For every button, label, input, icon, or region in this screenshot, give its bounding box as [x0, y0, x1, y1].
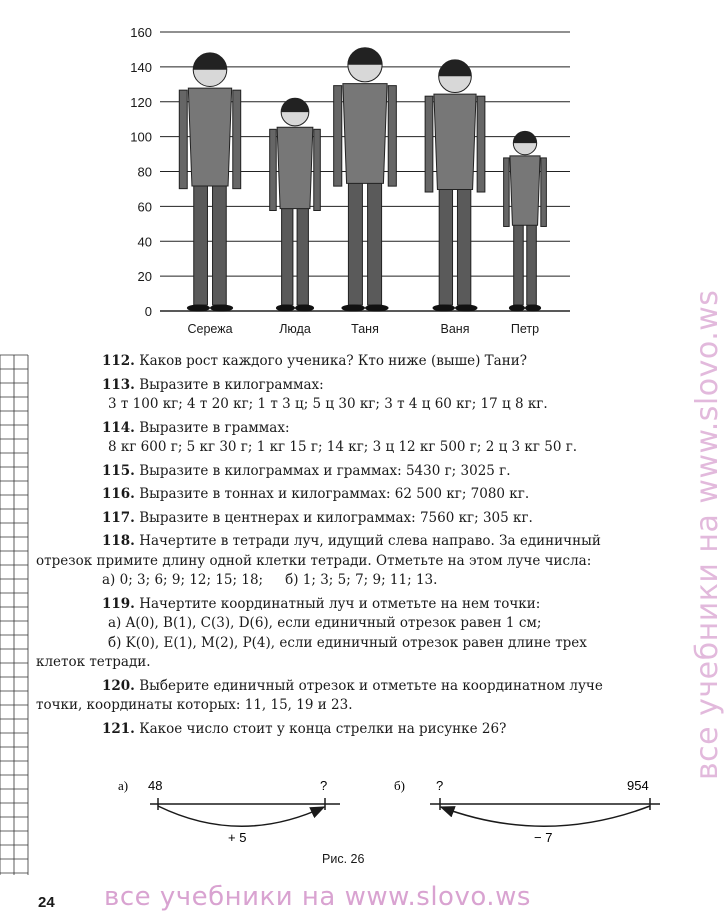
exercise-119	[36, 595, 670, 673]
exercise-number: 116.	[102, 486, 135, 502]
height-chart	[0, 0, 700, 345]
child-name: Сережа	[187, 322, 233, 336]
y-tick-label: 120	[130, 94, 152, 110]
exercise-116	[36, 485, 670, 505]
number-line-b	[394, 778, 660, 845]
exercise-number: 120.	[102, 677, 135, 694]
exercise-text: а) A(0), B(1), C(3), D(6), если единичный отрезок равен 1 см;	[108, 615, 542, 631]
y-tick-label: 140	[130, 59, 152, 75]
exercise-text: Начертите координатный луч и отметьте на нем точки:	[139, 595, 541, 612]
number-line-a-arrow	[158, 806, 324, 826]
child-name: Таня	[351, 322, 379, 336]
exercise-text: б) 1; 3; 5; 7; 9; 11; 13.	[285, 572, 438, 588]
number-line-a-step: + 5	[228, 830, 247, 845]
child-figure	[334, 48, 397, 312]
number-line-b-start: ?	[436, 778, 444, 793]
exercise-number: 117.	[102, 509, 135, 526]
number-line-b-label: б)	[394, 778, 405, 793]
y-tick-label: 40	[137, 234, 152, 250]
child-figure	[504, 131, 547, 311]
exercise-text: отрезок примите длину одной клетки тетради. Отметьте на этом луче числа:	[36, 552, 592, 569]
child-name: Люда	[279, 322, 311, 336]
exercise-text: Выразите в тоннах и килограммах: 62 500 кг; 7080 кг.	[139, 486, 530, 502]
exercise-117	[36, 509, 670, 529]
child-name: Ваня	[440, 322, 470, 336]
y-tick-label: 80	[137, 164, 152, 180]
number-lines-figure	[100, 770, 670, 850]
x-axis-names	[187, 322, 539, 336]
y-tick-label: 60	[137, 199, 152, 215]
margin-grid	[0, 355, 28, 875]
number-line-b-arrow	[441, 806, 650, 826]
exercise-114	[36, 419, 670, 458]
y-tick-label: 20	[137, 269, 152, 285]
exercise-number: 115.	[102, 462, 135, 479]
exercise-number: 119.	[102, 595, 135, 612]
number-line-a-label: а)	[118, 778, 129, 793]
exercise-118	[36, 532, 670, 591]
exercise-number: 113.	[102, 376, 135, 393]
watermark-bottom: все учебники на www.slovo.ws	[104, 882, 531, 912]
children-illustration	[179, 48, 546, 312]
exercise-112	[36, 352, 670, 372]
number-line-a-end: ?	[320, 778, 328, 793]
exercise-text: Выразите в килограммах:	[139, 376, 324, 393]
number-line-b-end: 954	[627, 778, 649, 793]
exercise-text: 8 кг 600 г; 5 кг 30 г; 1 кг 15 г; 14 кг; 3 ц 12 кг 500 г; 2 ц 3 кг 50 г.	[108, 439, 578, 455]
exercise-text: а) 0; 3; 6; 9; 12; 15; 18;	[102, 572, 264, 588]
child-figure	[270, 98, 321, 311]
exercise-113	[36, 376, 670, 415]
figure-caption: Рис. 26	[322, 852, 365, 866]
exercise-text: клеток тетради.	[36, 654, 151, 670]
watermark-side: все учебники на www.slovo.ws	[690, 289, 725, 780]
number-line-b-step: − 7	[534, 830, 553, 845]
exercise-number: 121.	[102, 720, 135, 737]
exercise-number: 114.	[102, 419, 135, 436]
y-tick-label: 160	[130, 25, 152, 40]
number-line-a	[118, 778, 340, 845]
exercise-number: 112.	[102, 353, 135, 369]
y-axis-ticks	[130, 25, 152, 319]
exercise-text: Какое число стоит у конца стрелки на рисунке 26?	[139, 720, 507, 737]
exercise-text: Выразите в килограммах и граммах: 5430 г; 3025 г.	[139, 462, 511, 479]
exercise-text: б) K(0), E(1), M(2), P(4), если единичный отрезок равен длине трех	[108, 634, 587, 651]
y-tick-label: 0	[144, 304, 152, 319]
exercise-121	[36, 720, 670, 740]
y-tick-label: 100	[130, 129, 152, 145]
exercise-text: Выберите единичный отрезок и отметьте на координатном луче	[139, 677, 603, 694]
exercise-text: 3 т 100 кг; 4 т 20 кг; 1 т 3 ц; 5 ц 30 кг; 3 т 4 ц 60 кг; 17 ц 8 кг.	[108, 396, 548, 412]
child-figure	[425, 60, 485, 312]
exercise-120	[36, 677, 670, 716]
exercise-text: Выразите в центнерах и килограммах: 7560 кг; 305 кг.	[139, 509, 533, 526]
page-number: 24	[38, 894, 55, 911]
child-name: Петр	[510, 322, 540, 336]
exercise-number: 118.	[102, 533, 135, 549]
child-figure	[179, 53, 240, 312]
exercise-text: Начертите в тетради луч, идущий слева направо. За единичный	[139, 533, 601, 549]
exercise-115	[36, 462, 670, 482]
exercise-text: Каков рост каждого ученика? Кто ниже (выше) Тани?	[139, 353, 527, 369]
exercise-text: точки, координаты которых: 11, 15, 19 и 23.	[36, 697, 353, 713]
exercise-list	[36, 352, 670, 743]
exercise-text: Выразите в граммах:	[139, 419, 290, 436]
number-line-a-start: 48	[148, 778, 163, 793]
